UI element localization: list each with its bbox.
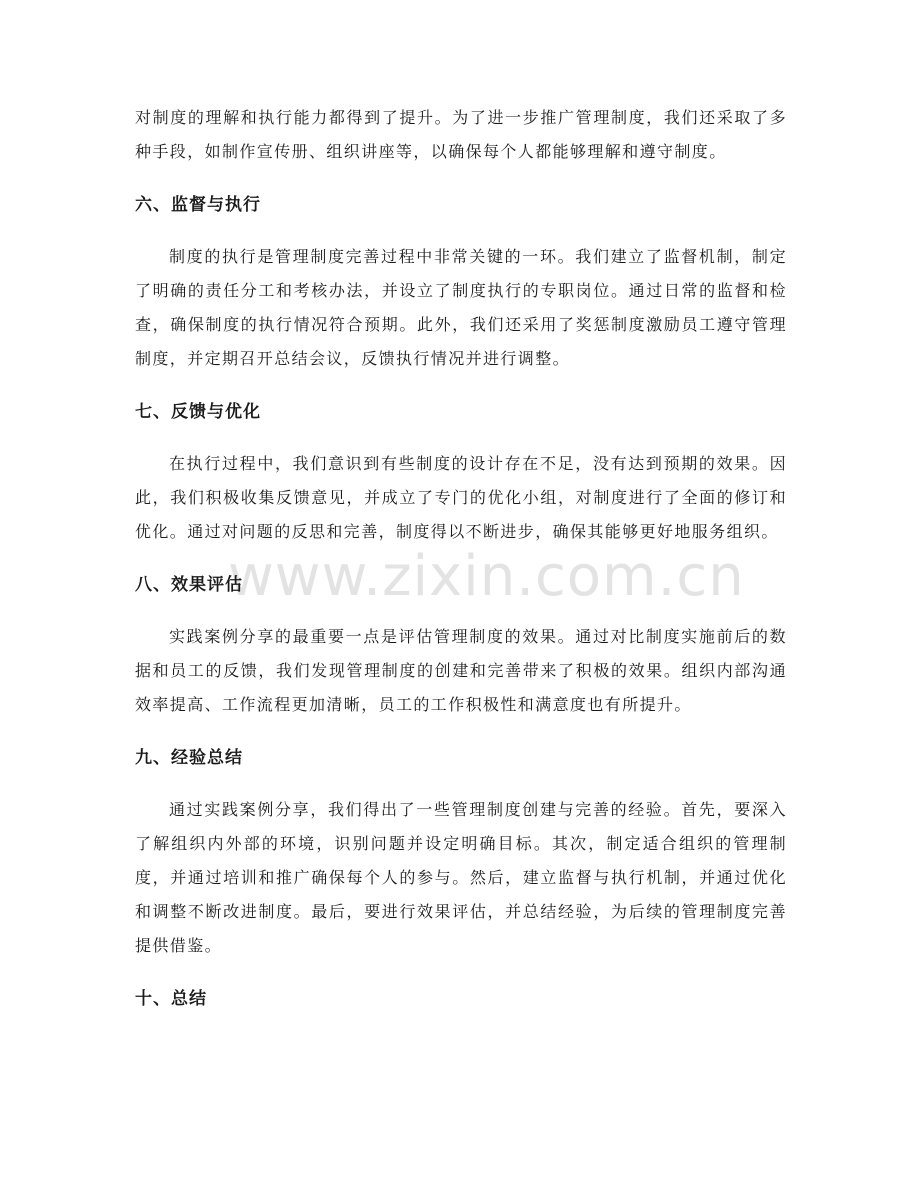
section-heading-10: 十、总结 — [135, 989, 207, 1009]
spacer — [135, 963, 787, 982]
spacer — [135, 222, 787, 240]
watermark: www.zixin.com.cn — [228, 544, 745, 609]
document-page — [135, 101, 787, 1016]
section-heading-8: 八、效果评估 — [135, 575, 243, 595]
section-body-9: 通过实践案例分享，我们得出了一些管理制度创建与完善的经验。首先，要深入了解组织内外部的环境，识别问题并设定明确目标。其次，制定适合组织的管理制度，并通过培训和推广确保每个人的参与。然后，建立监督与执行机制，并通过优化和调整不断改进制度。最后，要进行效果评估，并总结经验，为后续的管理制度完善提供借鉴。 — [135, 800, 787, 955]
spacer — [135, 376, 787, 395]
spacer — [135, 549, 787, 568]
spacer — [135, 775, 787, 793]
section-body-7: 在执行过程中，我们意识到有些制度的设计存在不足，没有达到预期的效果。因此，我们积极收集反馈意见，并成立了专门的优化小组，对制度进行了全面的修订和优化。通过对问题的反思和完善，制度得以不断进步，确保其能够更好地服务组织。 — [135, 454, 787, 541]
spacer — [135, 602, 787, 620]
section-heading-9: 九、经验总结 — [135, 748, 243, 768]
section-body-6: 制度的执行是管理制度完善过程中非常关键的一环。我们建立了监督机制，制定了明确的责任分工和考核办法，并设立了制度执行的专职岗位。通过日常的监督和检查，确保制度的执行情况符合预期。此外，我们还采用了奖惩制度激励员工遵守管理制度，并定期召开总结会议，反馈执行情况并进行调整。 — [135, 247, 787, 368]
section-heading-6: 六、监督与执行 — [135, 195, 261, 215]
intro-paragraph: 对制度的理解和执行能力都得到了提升。为了进一步推广管理制度，我们还采取了多种手段，如制作宣传册、组织讲座等，以确保每个人都能够理解和遵守制度。 — [135, 108, 787, 161]
spacer — [135, 722, 787, 741]
spacer — [135, 429, 787, 447]
section-heading-7: 七、反馈与优化 — [135, 402, 261, 422]
section-body-8: 实践案例分享的最重要一点是评估管理制度的效果。通过对比制度实施前后的数据和员工的反馈，我们发现管理制度的创建和完善带来了积极的效果。组织内部沟通效率提高、工作流程更加清晰，员工的工作积极性和满意度也有所提升。 — [135, 627, 787, 714]
spacer — [135, 169, 787, 188]
